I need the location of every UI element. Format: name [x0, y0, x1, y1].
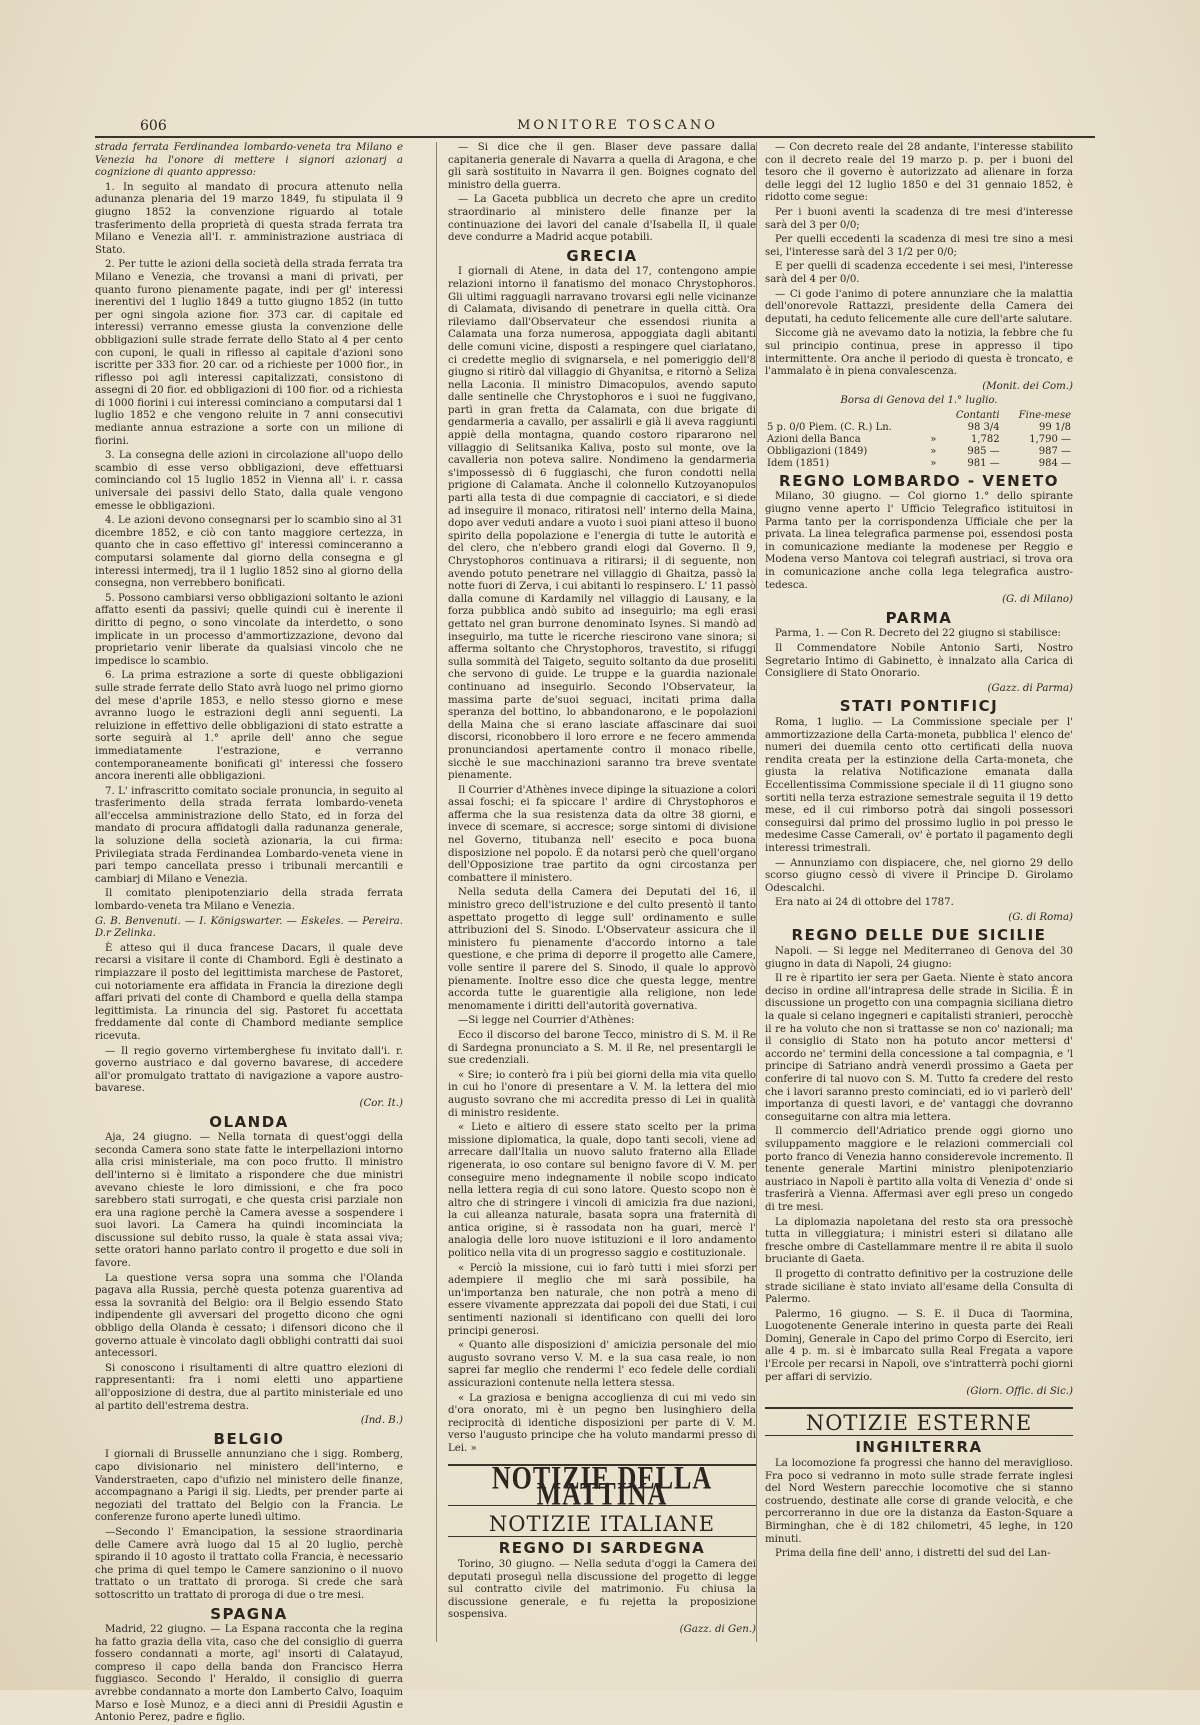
paragraph: Si conoscono i risultamenti di altre quattro elezioni di rappresentanti: fra i nomi eletti uno appartiene all'opposizione di destra, due al partito ministeriale ed uno al partito dell'estrema destra.	[95, 1362, 403, 1412]
paragraph: Torino, 30 giugno. — Nella seduta d'oggi la Camera dei deputati proseguì nella discussione del progetto di legge sul contratto civile del matrimonio. Fu chiusa la discussione generale, e fu rejetta la proposizione sospensiva.	[448, 1558, 756, 1621]
section-title-lombardo-veneto: REGNO LOMBARDO - VENETO	[779, 471, 1059, 490]
source-citation: (Ind. B.)	[360, 1415, 403, 1427]
paragraph: Il re è ripartito ier sera per Gaeta. Niente è stato ancora deciso in ordine all'intrapresa delle strade in Sicilia. È in discussione un progetto con una compagnia siciliana dietro la quale si celano ingegneri e capitalisti stranieri, perocchè il re ha voluto che non si trattasse se non co' nazionali; ma il consiglio di Stato non ha potuto ancor mettersi d' accordo ne' termini della concessione a tal compagnia, e 'l principe di Satriano andrà venerdì prossimo a Gaeta per conferire di tal nuovo con S. M. Tutto fa credere del resto che i lavori saranno presto cominciati, ed io vi parlerò dell' importanza di questi lavori, e de' vantaggi che dovranno conseguitarne con altra mia lettera.	[765, 973, 1073, 1123]
source-citation: (G. di Milano)	[1002, 594, 1073, 606]
source-citation: (G. di Roma)	[1008, 911, 1073, 923]
paragraph: — Annunziamo con dispiacere, che, nel giorno 29 dello scorso giugno cessò di vivere il Principe D. Girolamo Odescalchi.	[765, 857, 1073, 894]
paragraph: Ecco il discorso del barone Tecco, ministro di S. M. il Re di Sardegna pronunciato a S. M. il Re, nel presentargli le sue credenziali.	[448, 1029, 756, 1067]
column-1	[95, 142, 403, 1724]
signatures: G. B. Benvenuti. — I. Königswarter. — Eskeles. — Pereira. D.r Zelinka.	[95, 915, 403, 940]
borsa-cell: 981 —	[967, 457, 1000, 469]
borsa-cell: 99 1/8	[1039, 421, 1071, 433]
banner-title: NOTIZIE ESTERNE	[805, 1410, 1033, 1435]
newspaper-title: MONITORE TOSCANO	[517, 118, 718, 133]
paragraph: Palermo, 16 giugno. — S. E. il Duca di Taormina, Luogotenente Generale interino in questa parte dei Reali Dominj, Generale in Capo del primo Corpo di Esercito, ieri alle 4 p. m. si è imbarcato sulla Real Fregata a vapore l'Ercole per recarsi in Napoli, ove s'intratterrà pochi giorni per affari di servizio.	[765, 1308, 1073, 1383]
paragraph: Nella seduta della Camera dei Deputati del 16, il ministro greco dell'istruzione e del culto presentò il tanto aspettato progetto di legge sull' ordinamento e sulle attribuzioni del S. Sinodo. L'Observateur assicura che il ministero fu pienamente d'accordo intorno a tale questione, e che prima di deporre il progetto alle Camere, volle sentire il parere del S. Sinodo, il quale lo approvò pienamente. Inoltre esso dice che questa legge, mentre accorda tutte le guarentigie alla religione, non lede menomamente i diritti dell'autorità governativa.	[448, 887, 756, 1012]
paragraph: Napoli. — Si legge nel Mediterraneo di Genova del 30 giugno in data di Napoli, 24 giugno:	[765, 946, 1073, 970]
borsa-cell: 5 p. 0/0 Piem. (C. R.) Ln.	[767, 421, 892, 433]
section-title-olanda: OLANDA	[209, 1112, 289, 1131]
paragraph: « Lieto e altiero di essere stato scelto per la prima missione diplomatica, la quale, dopo tanti secoli, viene ad arrecare dall'Italia un nuovo saluto fraterno alla Ellade rigenerata, io oso contare sul benigno favore di V. M. per conseguire meno indegnamente il nobile scopo indicato nella lettera regia di cui sono latore. Questo scopo non è altro che di stringere i vincoli di amicizia fra due nazioni, la cui alleanza naturale, basata sopra una fraternità di antica origine, si è rassodata non ha guari, mercè l' analogia delle loro nuove istituzioni e il loro andamento politico nella vita di un progresso saggio e costituzionale.	[448, 1122, 756, 1260]
section-title-grecia: GRECIA	[566, 246, 638, 265]
borsa-cell: Idem (1851)	[767, 457, 830, 469]
paragraph: Aja, 24 giugno. — Nella tornata di quest'oggi della seconda Camera sono state fatte le interpellazioni intorno alla crisi ministeriale, ma con poco frutto. Il ministro dell'interno si è limitato a rispondere che due ministri avevano chieste le loro dimissioni, e che fra poco sarebbero stati surrogati, e che questa crisi parziale non era una ragione perchè la Camera avesse a sospendere i suoi lavori. La Camera ha quindi incominciata la discussione sul debito russo, la quale è stata assai viva; sette oratori hanno parlato contro il progetto e due soli in favore.	[95, 1132, 403, 1270]
banner-notizie-mattina	[448, 1459, 756, 1512]
column-2	[448, 142, 756, 1652]
paragraph: Per i buoni aventi la scadenza di tre mesi d'interesse sarà del 3 per 0/0;	[765, 206, 1073, 231]
borsa-row	[765, 434, 1073, 446]
paragraph: — Ci gode l'animo di potere annunziare che la malattia dell'onorevole Rattazzi, presidente della Camera dei deputati, ha ceduto felicemente alle cure dell'arte salutare.	[765, 288, 1073, 325]
paragraph: La diplomazia napoletana del resto sta ora pressochè tutta in villeggiatura; i ministri esteri si dilatano alle fresche ombre di Castellammare mentre il re abita il suolo bruciante di Gaeta.	[765, 1216, 1073, 1266]
borsa-cell: »	[930, 433, 937, 445]
paragraph: Il Commendatore Nobile Antonio Sarti, Nostro Segretario Intimo di Gabinetto, è innalzato alla Carica di Consigliere di Stato Onorario.	[765, 643, 1073, 680]
borsa-cell: 98 3/4	[967, 421, 1000, 433]
header-rule	[95, 136, 1095, 138]
paragraph: Il progetto di contratto definitivo per la costruzione delle strade siciliane è stato inviato all'esame della Consulta di Palermo.	[765, 1268, 1073, 1306]
borsa-row	[765, 446, 1073, 458]
source-citation: (Monit. dei Com.)	[982, 380, 1073, 392]
banner-notizie-italiane	[448, 1510, 756, 1538]
paragraph: 1. In seguito al mandato di procura attenuto nella adunanza plenaria del 19 marzo 1849, fu stipulata il 9 giugno 1852 la convenzione riguardo al totale trasferimento della proprietà di questa strada ferrata tra Milano e Venezia all'I. r. amministrazione austriaca di Stato.	[95, 181, 403, 256]
paragraph: « Quanto alle disposizioni d' amicizia personale del mio augusto sovrano verso V. M. e la sua casa reale, io non saprei far meglio che rendermi l' eco fedele delle cordiali assicurazioni contenute nella lettera stessa.	[448, 1340, 756, 1389]
section-title-spagna: SPAGNA	[210, 1604, 288, 1623]
borsa-header-cell	[928, 410, 941, 422]
paragraph: Parma, 1. — Con R. Decreto del 22 giugno si stabilisce:	[775, 628, 1061, 640]
paragraph: 2. Per tutte le azioni della società della strada ferrata tra Milano e Venezia, che trovansi a mani di privati, per quanto furono pienamente pagate, indi per gl' interessi inerentivi del 1 luglio 1849 a tutto giugno 1852 (in tutto per ogni singola azione fior. 373 car. di capitale ed interessi) verranno emesse giusta la convenzione delle obbligazioni sulle strade ferrate dello Stato al 4 per cento con cuponi, le quali in riflesso al capitale d'azioni sono iscritte per 333 fior. 20 car. od a richieste per 1000 fior., in riflesso poi agli interessi capitalizzati, consistono di assegni di 20 fior. ed obbligazioni di 100 fior. od a richiesta di 1000 fiorini i cui interessi cominciano a computarsi dal 1 luglio 1852 e che vengono reluite in 7 anni consecutivi mediante annua estrazione a sorte con un milione di fiorini.	[95, 259, 403, 447]
paragraph: — Il regio governo virtemberghese fu invitato dall'i. r. governo austriaco e dal governo bavarese, di accedere all'or promulgato trattato di navigazione a vapore austro-bavarese.	[95, 1045, 403, 1095]
banner-notizie-esterne	[765, 1407, 1073, 1437]
column-divider	[436, 142, 437, 1642]
paragraph: Roma, 1 luglio. — La Commissione speciale per l' ammortizzazione della Carta-moneta, pubblica l' elenco de' numeri dei duemila cento otto certificati della nuova rendita creata per la estinzione della Carta-moneta, che giusta la relativa Notificazione emanata dalla Eccellentissima Commissione speciale il dì 11 giugno sono sortiti nella terza estrazione semestrale seguita il 19 detto mese, ed il cui rimborso potrà dai singoli possessori conseguirsi dal primo del prossimo luglio in poi presso le medesime Casse Camerali, ov' è portato il pagamento degli interessi trimestrali.	[765, 716, 1073, 854]
borsa-cell: Azioni della Banca	[767, 433, 861, 445]
source-citation: (Gazz. di Gen.)	[679, 1623, 756, 1635]
paragraph: Milano, 30 giugno. — Col giorno 1.° dello spirante giugno venne aperto l' Ufficio Telegrafico istituitosi in Parma tanto per la corrispondenza Ufficiale che per la privata. La linea telegrafica parmense poi, essendosi posta in comunicazione mediante la modenese per Reggio e Modena verso Mantova coi telegrafi austriaci, si trova ora in comunicazione anche colla lega telegrafica austro-tedesca.	[765, 491, 1073, 591]
borsa-cell: 1,782	[970, 433, 1000, 445]
paragraph: Madrid, 22 giugno. — La Espana racconta che la regina ha fatto grazia della vita, caso che del consiglio di guerra fossero condannati a morte, agl' insorti di Calatayud, compreso il capo della banda don Francisco Herra fuggiasco. Secondo l' Heraldo, il consiglio di guerra avrebbe condannato a morte don Lamberto Calvo, Ioaquim Marso e Iosè Munoz, e a dieci anni di Presidii Agustin e Antonio Perez, padre e figlio.	[95, 1624, 403, 1724]
section-title-sardegna: REGNO DI SARDEGNA	[498, 1539, 706, 1558]
paragraph: 5. Possono cambiarsi verso obbligazioni soltanto le azioni affatto esenti da passivi; quelle quindi cui è inerente il diritto di pegno, o sono vincolate da interdetto, o sono implicate in un processo d'ammortizzazione, devono dal proprietario venir liberate da qualsiasi vincolo che ne impedisce lo scambio.	[95, 592, 403, 667]
borsa-cell: Obbligazioni (1849)	[767, 445, 868, 457]
borsa-row	[765, 422, 1073, 434]
paragraph: 3. La consegna delle azioni in circolazione all'uopo dello scambio di esse verso obbligazioni, deve effettuarsi cominciando col 15 luglio 1852 in Vienna all' i. r. cassa universale dei passivi dello Stato, dalla quale vengono emesse le obbligazioni.	[95, 450, 403, 512]
paragraph: E per quelli di scadenza eccedente i sei mesi, l'interesse sarà del 4 per 0/0.	[765, 261, 1073, 285]
paragraph: Per quelli eccedenti la scadenza di mesi tre sino a mesi sei, l'interesse sarà del 3 1/2 per 0/0;	[765, 234, 1073, 258]
borsa-cell: »	[930, 445, 937, 457]
borsa-row	[765, 458, 1073, 470]
paragraph: 4. Le azioni devono consegnarsi per lo scambio sino al 31 dicembre 1852, e ciò con tanto maggiore certezza, in quanto che in caso effettivo gl' interessi cominceranno a computarsi solamente dal giorno della consegna e gl interessi intermedj, tra il 1 luglio 1852 sino al giorno della consegna, non verrebbero bonificati.	[95, 515, 403, 590]
paragraph: —Secondo l' Emancipation, la sessione straordinaria delle Camere avrà luogo dal 15 al 20 luglio, perchè spirando il 10 agosto il trattato colla Francia, è necessario che prima di quel tempo le Camere sanzionino o il nuovo trattato o un trattato di proroga. Si crede che sarà sottoscritto un trattato di proroga di due o tre mesi.	[95, 1526, 403, 1601]
paragraph: Prima della fine dell' anno, i distretti del sud del Lan-	[775, 1548, 1051, 1560]
paragraph: « Sire; io conterò fra i più bei giorni della mia vita quello in cui ho l'onore di presentare a V. M. la lettera del mio augusto sovrano che mi accredita presso di Lei in qualità di ministro residente.	[448, 1069, 756, 1119]
borsa-cell: »	[930, 457, 937, 469]
section-title-belgio: BELGIO	[213, 1429, 285, 1448]
section-title-stati-pontifici: STATI PONTIFICJ	[839, 697, 999, 716]
paragraph: 7. L' infrascritto comitato sociale pronuncia, in seguito al trasferimento della strada ferrata lombardo-veneta all'eccelsa amministrazione dello Stato, ed in forza del mandato di procura affidatogli dalla radunanza generale, la soluzione della società azionaria, la cui firma: Privilegiata strada Ferdinandea Lombardo-veneta viene in pari tempo cancellata presso i tribunali mercantili e cambiarj di Milano e Venezia.	[95, 785, 403, 885]
borsa-cell: 1,790 —	[1029, 433, 1071, 445]
paragraph: — La Gaceta pubblica un decreto che apre un credito straordinario al ministero delle finanze per la continuazione dei lavori del canale d'Isabella II, il quale deve condurre a Madrid acque potabili.	[448, 194, 756, 244]
borsa-header-cell: Contanti	[955, 409, 1000, 421]
paragraph: « La graziosa e benigna accoglienza di cui mi vedo sin d'ora onorato, mi è un pegno ben lusinghiero della reciprocità di identiche disposizioni per parte di V. M. verso l'augusto principe che ha voluto mandarmi presso di Lei. »	[448, 1392, 756, 1454]
borsa-title: Borsa di Genova del 1.° luglio.	[840, 395, 998, 407]
paragraph: I giornali di Atene, in data del 17, contengono ampie relazioni intorno il fanatismo del monaco Chrystophoros. Gli ultimi ragguagli narravano trovarsi egli nelle vicinanze di Calamata, divisando di penetrare in quella città. Ora rileviamo dall'Observateur che essendosi riunita a Calamata una forza numerosa, appoggiata dagli abitanti delle comuni vicine, disposti a respingere quel ciarlatano, ci credette meglio di svignarsela, e nel pomeriggio dell'8 giugno si ritirò dal villaggio di Ghyanitsa, e ritornò a Seliza nella Laconia. Il ministro Dimacopulos, avendo saputo dalle sentinelle che Chrystophoros e i suoi ne fuggivano, partì in gran fretta da Calamata, con due brigate di gendarmeria a cavallo, per assalirli e già li aveva raggiunti appiè della montagna, quando costoro ripararono nel villaggio di Selitsanika Kaliva, posto sul monte, ove la cavalleria non poteva salire. Nondimeno la gendarmeria s'impossessò di 6 fuggiaschi, che furon condotti nella prigione di Calamata. Anche il colonnello Kutzoyanopulos parti alla testa di due compagnie di cacciatori, e si diede ad inseguire il monaco, ritiratosi nell' interno della Maina, dopo aver veduti andare a vuoto i suoi piani atteso il buono spirito della popolazione e l'energia di tutte le autorità e del clero, che n'ebbero grandi elogi dal Governo. Il 9, Chrystophoros continuava a ritirarsi; il di seguente, non avendo potuto penetrare nel villaggio di Ghaitza, passò la notte fuori di Zerva, i cui abitanti lo respinsero. L' 11 passò dalla comune di Kardamily nel villaggio di Lausany, e la forza pubblica andò subito ad inseguirlo; ma egli erasi gettato nel gran burrone denominato Isynes. Si mandò ad inseguirlo, ma tutte le ricerche riescirono vane sinora; si afferma soltanto che Chrystophoros, travestito, si rifuggi sulla sommità del Taigeto, seguito soltanto da due proseliti che servono di guide. Le truppe e la guardia nazionale continuano ad inseguirlo. Secondo l'Observateur, la massima parte de'suoi seguaci, incitati prima dalla speranza del bottino, lo abbandonarono, e le popolazioni della Maina che si erano lasciate affascinare dai suoi discorsi, riconobbero il loro errore e ne fecero ammenda pronunciandosi apertamente contro il monaco ribelle, sicchè le sue macchinazioni saranno tra breve sventate pienamente.	[448, 266, 756, 782]
paragraph: — Con decreto reale del 28 andante, l'interesse stabilito con il decreto reale del 19 marzo p. p. per i buoni del tesoro che il governo è autorizzato ad alienare in forza delle leggi del 12 luglio 1850 e del 31 gennaio 1852, è ridotto come segue:	[765, 142, 1073, 204]
borsa-cell	[928, 422, 941, 434]
banner-subtitle: NOTIZIE ITALIANE	[488, 1511, 716, 1536]
borsa-cell: 985 —	[967, 445, 1000, 457]
column-divider	[756, 142, 757, 1642]
borsa-cell: 987 —	[1038, 445, 1071, 457]
paragraph: Il comitato plenipotenziario della strada ferrata lombardo-veneta tra Milano e Venezia.	[95, 888, 403, 913]
section-title-parma: PARMA	[885, 608, 953, 627]
page-number: 606	[140, 118, 167, 134]
paragraph: I giornali di Brusselle annunziano che i sigg. Romberg, capo divisionario nel ministero dell'interno, e Vanderstraeten, capo d'ufizio nel ministero delle finanze, accompagnano a Parigi il sig. Liedts, per prender parte ai negoziati del trattato del Belgio con la Francia. Le conferenze furono aperte lunedì ultimo.	[95, 1449, 403, 1524]
borsa-cell: 984 —	[1038, 457, 1071, 469]
paragraph: È atteso qui il duca francese Dacars, il quale deve recarsi a visitare il conte di Chambord. Egli è destinato a rimpiazzare il posto del legittimista marchese de Pastoret, cui notoriamente era affidata in Francia la direzione degli affari privati del conte di Chambord e quella della stampa legittimista. La rinuncia del sig. Pastoret fu accettata freddamente dal conte di Chambord mediante semplice ricevuta.	[95, 942, 403, 1042]
paragraph: « Perciò la missione, cui io farò tutti i miei sforzi per adempiere il meglio che mi sarà possibile, ha un'importanza ben naturale, che non potrà a meno di essere vivamente apprezzata dai popoli dei due Stati, i cui sentimenti nazionali si identificano con quelli dei loro principi generosi.	[448, 1262, 756, 1337]
paragraph: strada ferrata Ferdinandea lombardo-veneta tra Milano e Venezia ha l'onore di mettere i signori azionarj a cognizione di quanto appresso:	[95, 142, 403, 179]
borsa-table	[765, 410, 1073, 470]
paragraph: La questione versa sopra una somma che l'Olanda pagava alla Russia, perchè questa potenza guarentiva ad essa la sovranità del Belgio: ora il Belgio essendo Stato indipendente gli avversari del progetto dicono che ogni obbligo della Olanda è cessato; i difensori dicono che il governo attuale è vincolato dagli obblighi contratti dai suoi antecessori.	[95, 1272, 403, 1360]
paragraph: 6. La prima estrazione a sorte di queste obbligazioni sulle strade ferrate dello Stato avrà luogo nel primo giorno del mese d'aprile 1853, e nello stesso giorno e mese avranno luogo le estrazioni degli anni seguenti. La reluizione in effettivo delle obbligazioni di stato estratte a sorte seguirà al 1.° aprile dell' anno che segue immediatamente l'estrazione, e verranno contemporaneamente bonificati gl' interessi che fossero ancora inerenti alle obbligazioni.	[95, 670, 403, 783]
paragraph: Siccome già ne avevamo dato la notizia, la febbre che fu sul principio continua, prese in appresso il tipo intermittente. Ora anche il periodo di questa è troncato, e l'ammalato è in piena convalescenza.	[765, 328, 1073, 378]
paragraph: Il commercio dell'Adriatico prende oggi giorno uno sviluppamento maggiore e le relazioni commerciali col porto franco di Venezia hanno considerevole incremento. Il tenente generale Martini ministro plenipotenziario austriaco in Napoli è partito alla volta di Venezia d' onde si trasferirà a Vienna. Affermasi aver egli preso un congedo di tre mesi.	[765, 1126, 1073, 1213]
borsa-header-cell: Fine-mese	[1018, 409, 1071, 421]
banner-title: NOTIZIE DELLA MATTINA	[491, 1459, 713, 1512]
borsa-header-cell	[765, 410, 928, 422]
paragraph: —Si legge nel Courrier d'Athènes:	[458, 1015, 635, 1027]
section-title-inghilterra: INGHILTERRA	[855, 1438, 983, 1457]
paragraph: Il Courrier d'Athènes invece dipinge la situazione a colori assai foschi; ei fa spiccare l' ardire di Chrystophoros e afferma che la sua resistenza data da oltre 38 giorni, e invece di scemare, si accresce; sorge sintomi di divisione nel Governo, titubanza nell' esecito e poca buona disposizione nel popolo. È da notarsi però che quell'organo dell'Opposizione trae partito da ogni circostanza per combattere il ministero.	[448, 784, 756, 884]
section-title-due-sicilie: REGNO DELLE DUE SICILIE	[791, 926, 1047, 945]
source-citation: (Cor. It.)	[359, 1097, 403, 1109]
borsa-header-row	[765, 410, 1073, 422]
column-3	[765, 142, 1073, 1612]
paragraph: La locomozione fa progressi che hanno del meraviglioso. Fra poco si vedranno in moto sulle strade ferrate inglesi del Nord Western parecchie locomotive che si stanno costruendo, destinate alle corse di grande velocità, e che percorreranno in due ore la distanza da Easton-Square a Birminghan, che è di 182 chilometri, 45 leghe, in 120 minuti.	[765, 1458, 1073, 1545]
paragraph: — Si dice che il gen. Blaser deve passare dalla capitaneria generale di Navarra a quella di Aragona, e che gli sarà sostituito in Navarra il gen. Boignes cognato del ministro della guerra.	[448, 142, 756, 191]
paragraph: Era nato ai 24 di ottobre del 1787.	[775, 897, 954, 909]
source-citation: (Gazz. di Parma)	[987, 682, 1073, 694]
source-citation: (Giorn. Offic. di Sic.)	[966, 1386, 1073, 1398]
